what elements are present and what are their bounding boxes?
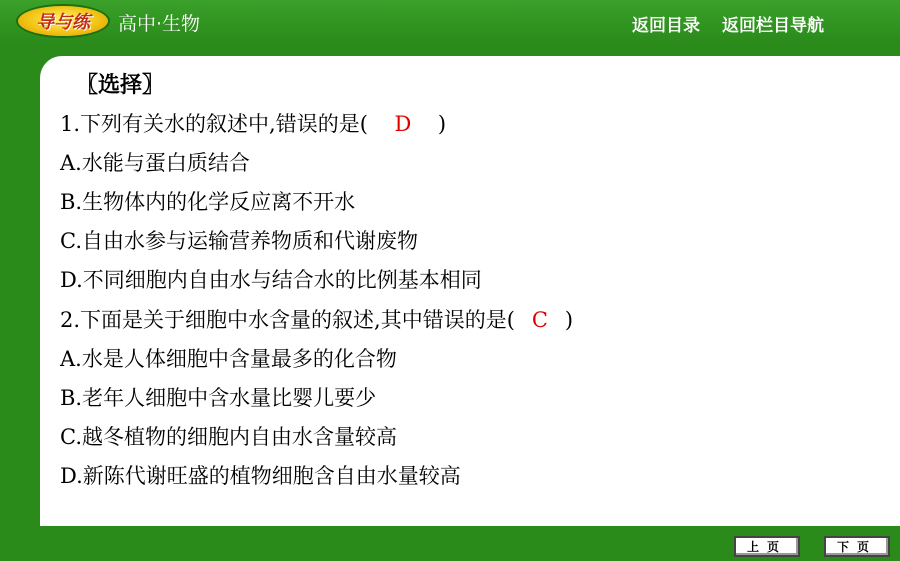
logo (18, 6, 108, 36)
q2-option-b: B.老年人细胞中含水量比婴儿要少 (60, 386, 377, 410)
back-to-contents-link[interactable]: 返回目录 (632, 16, 700, 36)
nav-links (632, 11, 824, 36)
question-2-answer: C (531, 308, 548, 332)
question-1-stem (60, 108, 446, 138)
question-1-close: ) (437, 112, 447, 136)
q2-option-c: C.越冬植物的细胞内自由水含量较高 (60, 425, 397, 449)
q1-option-c: C.自由水参与运输营养物质和代谢废物 (60, 229, 418, 253)
logo-text: 导与练 (36, 12, 90, 33)
header-bar (0, 0, 900, 44)
question-2-text: 2.下面是关于细胞中水含量的叙述,其中错误的是( (60, 308, 515, 332)
q1-option-b: B.生物体内的化学反应离不开水 (60, 190, 356, 214)
q1-option-d: D.不同细胞内自由水与结合水的比例基本相同 (60, 268, 482, 292)
next-page-button[interactable]: 下页 (824, 536, 890, 557)
q2-option-a: A.水是人体细胞中含量最多的化合物 (60, 347, 397, 371)
question-2-stem (60, 304, 573, 334)
question-1-answer: D (394, 112, 412, 136)
question-1-text: 1.下列有关水的叙述中,错误的是( (60, 112, 368, 136)
question-2-close: ) (564, 308, 574, 332)
section-heading: 〖选择〗 (76, 72, 165, 98)
prev-page-button[interactable]: 上页 (734, 536, 800, 557)
back-to-section-nav-link[interactable]: 返回栏目导航 (722, 16, 824, 36)
q2-option-d: D.新陈代谢旺盛的植物细胞含自由水量较高 (60, 464, 461, 488)
q1-option-a: A.水能与蛋白质结合 (60, 151, 250, 175)
subject-label: 高中·生物 (118, 13, 201, 35)
